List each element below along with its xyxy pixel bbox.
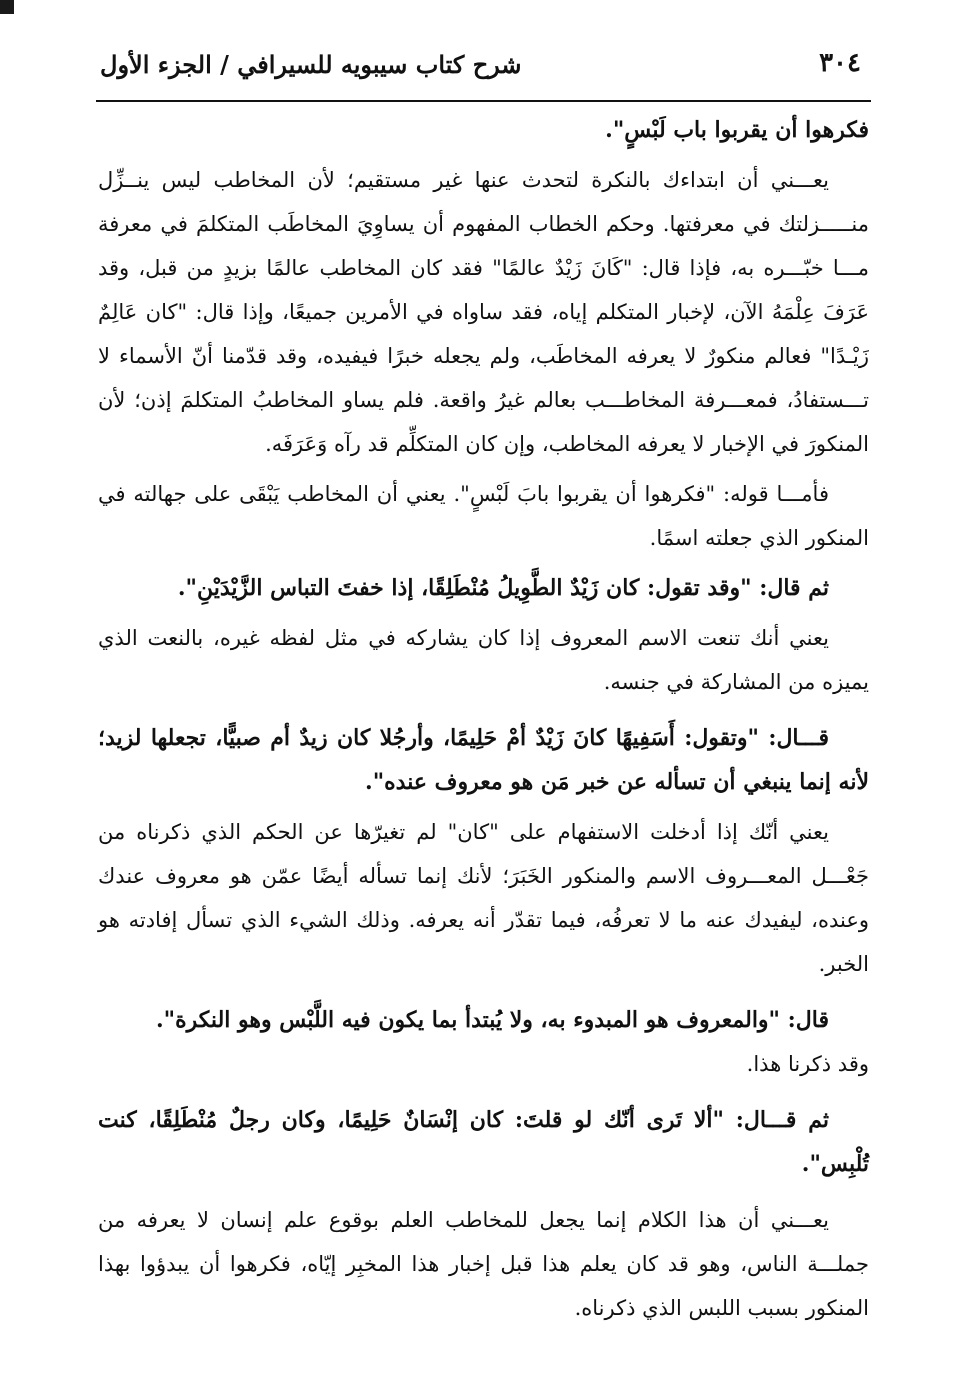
paragraph-9: وقد ذكرنا هذا. xyxy=(746,1052,869,1076)
paragraph-11: يعـــني أن هذا الكلام إنما يجعل للمخاطب العلم بوقوع علم إنسان لا يعرفه من جملـــة الناس، وهو قد كان يعلم هذا قبل إخبار هذا المخبِر إيّاه، فكرهوا أن يبدؤوا بهذا المنكور بسبب اللبس الذي ذكرناه. xyxy=(98,1208,869,1320)
paragraph-5: يعني أنك تنعت الاسم المعروف إذا كان يشاركه في مثل لفظه غيره، بالنعت الذي يميزه من المشاركة في جنسه. xyxy=(98,626,869,694)
paragraph-6: قـــال: "وتقول: أَسَفِيهًا كانَ زَيْدٌ أمْ حَلِيمًا، وأرجُلا كان زيدٌ أم صبيًّا، تجعلها لزيد؛ لأنه إنما ينبغي أن تسأله عن خبر مَن هو معروف عنده". xyxy=(98,725,869,795)
paragraph-10: ثم قـــال: "ألا تَرى أنّك لو قلتَ: كان إنْسَانٌ حَلِيمًا، وكان رجلٌ مُنْطَلِقًا، كنت تُلْبِس". xyxy=(98,1107,869,1177)
page-number: ٣٠٤ xyxy=(819,48,861,78)
scan-corner-mark xyxy=(0,0,14,14)
paragraph-7: يعني أنّك إذا أدخلت الاستفهام على "كان" لم تغيرّها عن الحكم الذي ذكرناه من جَعْـــل المعـــروف الاسم والمنكور الخَبَرَ؛ لأنك إنما تسأله أيضًا عمّن هو معروف عندك وعنده، ليفيدك عنه ما لا تعرفُه، فيما تقدّر أنه يعرفه. وذلك الشيء الذي تسأل إفادته هو الخبر. xyxy=(98,820,869,976)
page-header xyxy=(96,40,871,90)
body-text xyxy=(98,108,869,1330)
paragraph-3: فأمـــا قوله: "فكرهوا أن يقربوا بابَ لَبْسٍ". يعني أن المخاطب يَبْقَى على جهالته في المنكور الذي جعلته اسمًا. xyxy=(98,482,869,550)
paragraph-8: قال: "والمعروف هو المبدوء به، ولا يُبتدأ بما يكون فيه اللَّبْس وهو النكرة". xyxy=(156,1007,829,1033)
paragraph-1: فكرهوا أن يقربوا باب لَبْسٍ". xyxy=(605,117,869,143)
paragraph-2: يعـــني أن ابتداءك بالنكرة لتحدث عنها غير مستقيم؛ لأن المخاطب ليس ينــزِّل منـــــزلتك في معرفتها. وحكم الخطاب المفهوم أن يساوِيَ المخاطَب المتكلمَ في معرفة مـــا خبّـــره به، فإذا قال: "كَانَ زَيْدٌ عالمًا" فقد كان المخاطب عالمًا بزيدٍ من قبل، وقد عَرَفَ عِلْمَهُ الآن، لإخبار المتكلم إياه، فقد ساواه في الأمرين جميعًا، وإذا قال: "كان عَالِمٌ زَيْـدًا" فعالم منكورٌ لا يعرفه المخاطَب، ولم يجعله خبرًا فيفيده، وقد قدّمنا أنّ الأسماء لا تـــستفادُ، فمعـــرفة المخاطـــب بعالم غيرُ واقعة. فلم يساو المخاطبُ المتكلمَ إذن؛ لأن المنكورَ في الإخبار لا يعرفه المخاطب، وإن كان المتكلِّم قد رآه وَعَرَفَه. xyxy=(98,168,869,456)
paragraph-4: ثم قال: "وقد تقول: كان زَيْدٌ الطَّوِيلُ مُنْطَلِقًا، إذا خفتَ التباس الزَّيْدَيْنِ". xyxy=(177,575,829,601)
header-divider xyxy=(96,100,871,102)
running-title: شرح كتاب سيبويه للسيرافي / الجزء الأول xyxy=(100,50,522,79)
